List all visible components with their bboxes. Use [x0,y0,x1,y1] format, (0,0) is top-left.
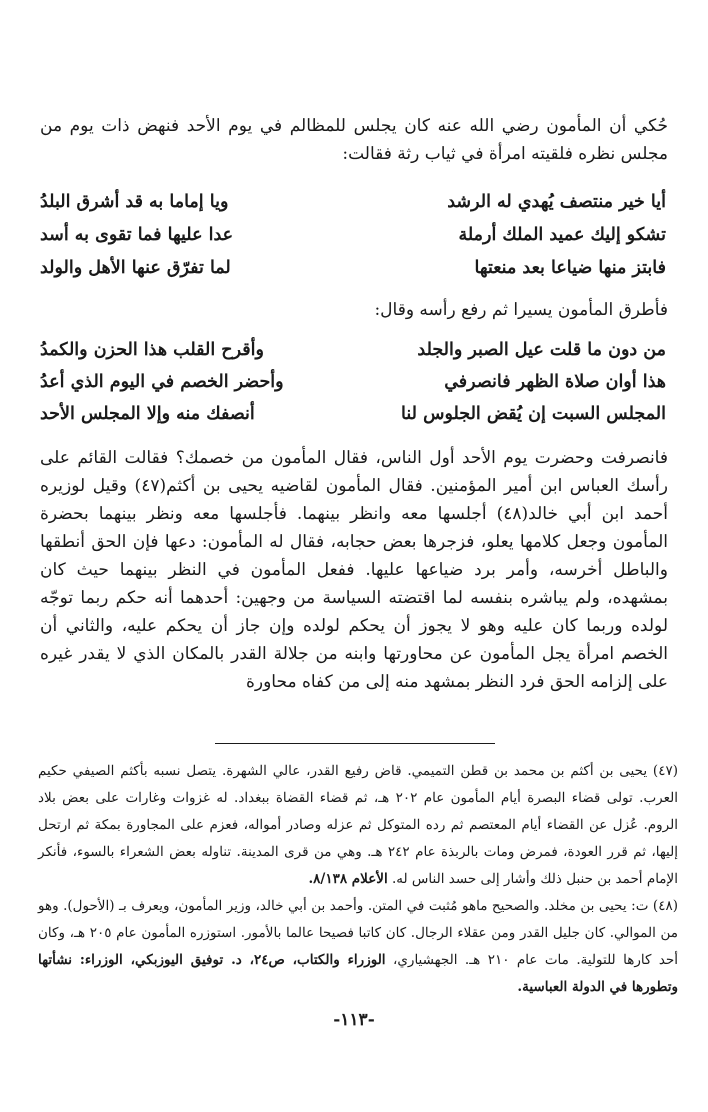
poem1-verse [40,192,668,224]
verse-second-hemistich: لما تفرّق عنها الأهل والولد [40,258,231,278]
verse-second-hemistich: عدا عليها فما تقوى به أسد [40,225,234,245]
story-text: فانصرفت وحضرت يوم الأحد أول الناس، فقال المأمون من خصمك؟ فقالت القائم على رأسك العباس ابن أمير المؤمنين. فقال المأمون لقاضيه يحيى بن أكثم(٤٧) وقيل لوزيره أحمد ابن أبي خالد(٤٨) أجلسها معه وانظر بينهما. فأجلسها معه ونظر بينهما بحضرة المأمون وجعل كلامها يعلو، فزجرها بعض حجابه، فقال له المأمون: دعها فإن الحق أنطقها والباطل أخرسه، وأمر برد ضياعها عليها. ففعل المأمون في النظر بينهما حيث كان بمشهده، ولم يباشره بنفسه لما اقتضته السياسة من وجهين: أحدهما أنه حكم ربما توجّه لولده وربما كان عليه وهو لا يجوز أن يحكم لولده وإن جاز أن يحكم عليه، والثاني أن الخصم امرأة يجل المأمون عن محاورتها وابنه من جلالة القدر بالمكان الذي لا يقدر غيره على إلزامه الحق فرد النظر بمشهد منه إلى من كفاه محاورة [40,448,668,692]
footnote-text: (٤٧) يحيى بن أكثم بن محمد بن قطن التميمي. قاض رفيع القدر، عالي الشهرة. يتصل نسبه بأكثم الصيفي حكيم العرب. تولى قضاء البصرة أيام المأمون عام ٢٠٢ هـ، ثم قضاء القضاة ببغداد. له غزوات وغارات على بعض بلاد الروم. عُزل عن القضاء أيام المعتصم ثم رده المتوكل ثم عزله وصادر أمواله، فعزم على المجاورة بمكة ثم ارتحل إليها، ثم قرر العودة، فمرض ومات بالربذة عام ٢٤٢ هـ. وهي من قرى المدينة. تناوله بعض الشعراء بالسوء، فأنكر الإمام أحمد بن حنبل ذلك وأشار إلى حسد الناس له. [38,763,678,887]
verse-second-hemistich: وأحضر الخصم في اليوم الذي أعدُ [40,372,284,392]
verse-second-hemistich: وأقرح القلب هذا الحزن والكمدُ [40,340,264,360]
verse-first-hemistich: من دون ما قلت عيل الصبر والجلد [417,340,666,360]
footnotes [38,758,678,1001]
poem2-verse [40,404,668,436]
poem1-verse [40,225,668,257]
verse-second-hemistich: أنصفك منه وإلا المجلس الأحد [40,404,255,424]
footnote-text: (٤٨) ت: يحيى بن مخلد. والصحيح ماهو مُثبت في المتن. وأحمد بن أبي خالد، وزير المأمون، ويعرف بـ (الأحول). وهو من الموالي. كان جليل القدر ومن عقلاء الرجال. كان كاتبا فصيحا عالما بالأمور. استوزره المأمون عام ٢٠٥ هـ، وكان أحد كارها للتولية. مات عام ٢١٠ هـ. الجهشياري، [38,898,678,968]
poem1-verse [40,258,668,290]
transition-text: فأطرق المأمون يسيرا ثم رفع رأسه وقال: [374,300,668,320]
footnote-source: الوزراء والكتاب، ص٢٤، د. توفيق اليوزبكي، الوزراء: نشأتها وتطورها في الدولة العباسية. [38,952,678,995]
footnote-divider [215,743,495,744]
verse-first-hemistich: هذا أوان صلاة الظهر فانصرفي [444,372,666,392]
page-number: -١١٣- [333,1010,375,1030]
poem2-verse [40,372,668,404]
verse-first-hemistich: المجلس السبت إن يُقض الجلوس لنا [401,404,666,424]
intro-paragraph [40,112,668,168]
transition-line [40,296,668,324]
footnote-47 [38,758,678,893]
intro-text: حُكي أن المأمون رضي الله عنه كان يجلس للمظالم في يوم الأحد فنهض ذات يوم من مجلس نظره فلقيته امرأة في ثياب رثة فقالت: [40,116,668,164]
footnote-48 [38,893,678,1001]
verse-first-hemistich: أيا خير منتصف يُهدي له الرشد [447,192,666,212]
footnote-source: الأعلام ٨/١٣٨. [308,871,388,887]
story-paragraph [40,444,668,696]
poem2-verse [40,340,668,372]
verse-second-hemistich: ويا إماما به قد أشرق البلدُ [40,192,229,212]
verse-first-hemistich: تشكو إليك عميد الملك أرملة [458,225,666,245]
verse-first-hemistich: فابتز منها ضياعا بعد منعتها [474,258,666,278]
